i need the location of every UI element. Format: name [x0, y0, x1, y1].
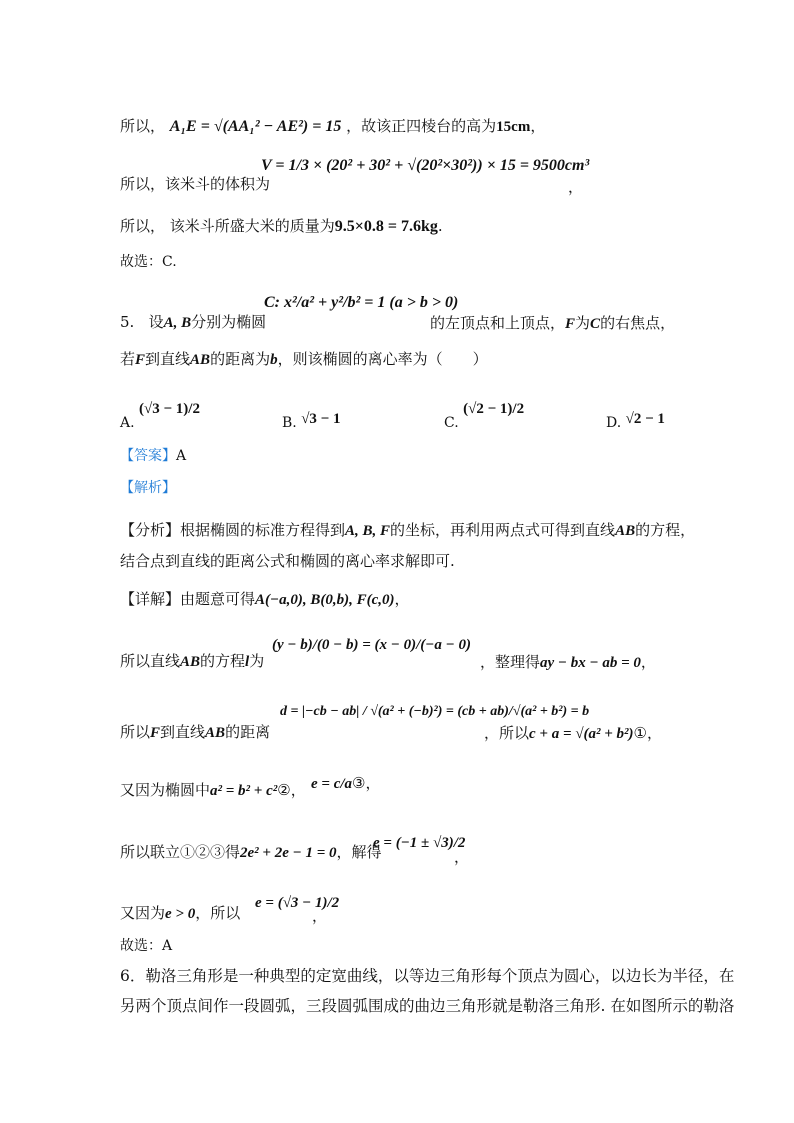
line-general-form: ay − bx − ab = 0 — [540, 655, 641, 671]
formula-mass: 9.5×0.8 = 7.6kg — [334, 218, 438, 235]
eccentricity-roots: e = (−1 ± √3)/2 — [373, 835, 466, 851]
height-value: 15cm — [496, 119, 531, 135]
question-5-line2: 若F到直线AB的距离为b，则该椭圆的离心率为（ ） — [120, 350, 488, 368]
final-line: 又因为e > 0，所以 — [120, 904, 241, 922]
distance-formula: d = |−cb − ab| / √(a² + (−b)²) = (cb + ab)/√(a² + b²) = b — [280, 704, 590, 719]
choice-a: 故选：A — [120, 938, 173, 954]
question-6-line2: 另两个顶点间作一段圆弧，三段圆弧围成的曲边三角形就是勒洛三角形. 在如图所示的勒洛 — [120, 997, 735, 1015]
question-5-line1: 5. 设A, B分别为椭圆 — [120, 313, 267, 331]
distance-line: 所以F到直线AB的距离 — [120, 723, 271, 741]
fenxi-line1: 【分析】根据椭圆的标准方程得到A, B, F的坐标，再利用两点式可得到直线AB的方程， — [120, 521, 696, 539]
answer-line — [120, 446, 186, 466]
solve-line: 所以联立①②③得2e² + 2e − 1 = 0，解得 — [120, 843, 382, 861]
xiangjie-line: 【详解】由题意可得A(−a,0), B(0,b), F(c,0)， — [120, 590, 410, 608]
option-b[interactable]: B. √3 − 1 — [282, 411, 341, 431]
formula-volume: V = 1/3 × (20² + 30² + √(20²×30²)) × 15 = 9500cm³ — [261, 157, 590, 174]
option-c[interactable]: C. (√2 − 1)/2 — [444, 401, 525, 431]
answer-value: A — [176, 448, 187, 464]
option-d[interactable]: D. √2 − 1 — [606, 411, 665, 431]
answer-tag: 【答案】 — [120, 448, 176, 464]
eccentricity-def: e = c/a — [311, 776, 353, 792]
solution-line-volume: 所以，该米斗的体积为 — [120, 175, 271, 193]
eccentricity-answer: e = (√3 − 1)/2 — [255, 895, 340, 911]
formula-a1e: A₁E = √(AA₁² − AE²) = 15 — [169, 118, 342, 135]
choice-c: 故选：C. — [120, 254, 177, 270]
option-a[interactable]: A. (√3 − 1)/2 — [120, 401, 200, 431]
solution-line-mass: 所以， 该米斗所盛大米的质量为9.5×0.8 = 7.6kg. — [120, 217, 443, 235]
ellipse-relation: 又因为椭圆中a² = b² + c²②， — [120, 781, 306, 799]
question-6-line1: 6．勒洛三角形是一种典型的定宽曲线，以等边三角形每个顶点为圆心，以边长为半径，在 — [120, 967, 735, 985]
fenxi-line2: 结合点到直线的距离公式和椭圆的离心率求解即可. — [120, 552, 455, 570]
ellipse-equation: C: x²/a² + y²/b² = 1 (a > b > 0) — [264, 294, 459, 311]
line-equation: 所以直线AB的方程l为 — [120, 652, 265, 670]
analysis-tag: 【解析】 — [120, 480, 176, 496]
solution-line-height: 所以， A₁E = √(AA₁² − AE²) = 15 ，故该正四棱台的高为15cm， — [120, 117, 546, 135]
two-point-form: (y − b)/(0 − b) = (x − 0)/(−a − 0) — [272, 637, 471, 653]
